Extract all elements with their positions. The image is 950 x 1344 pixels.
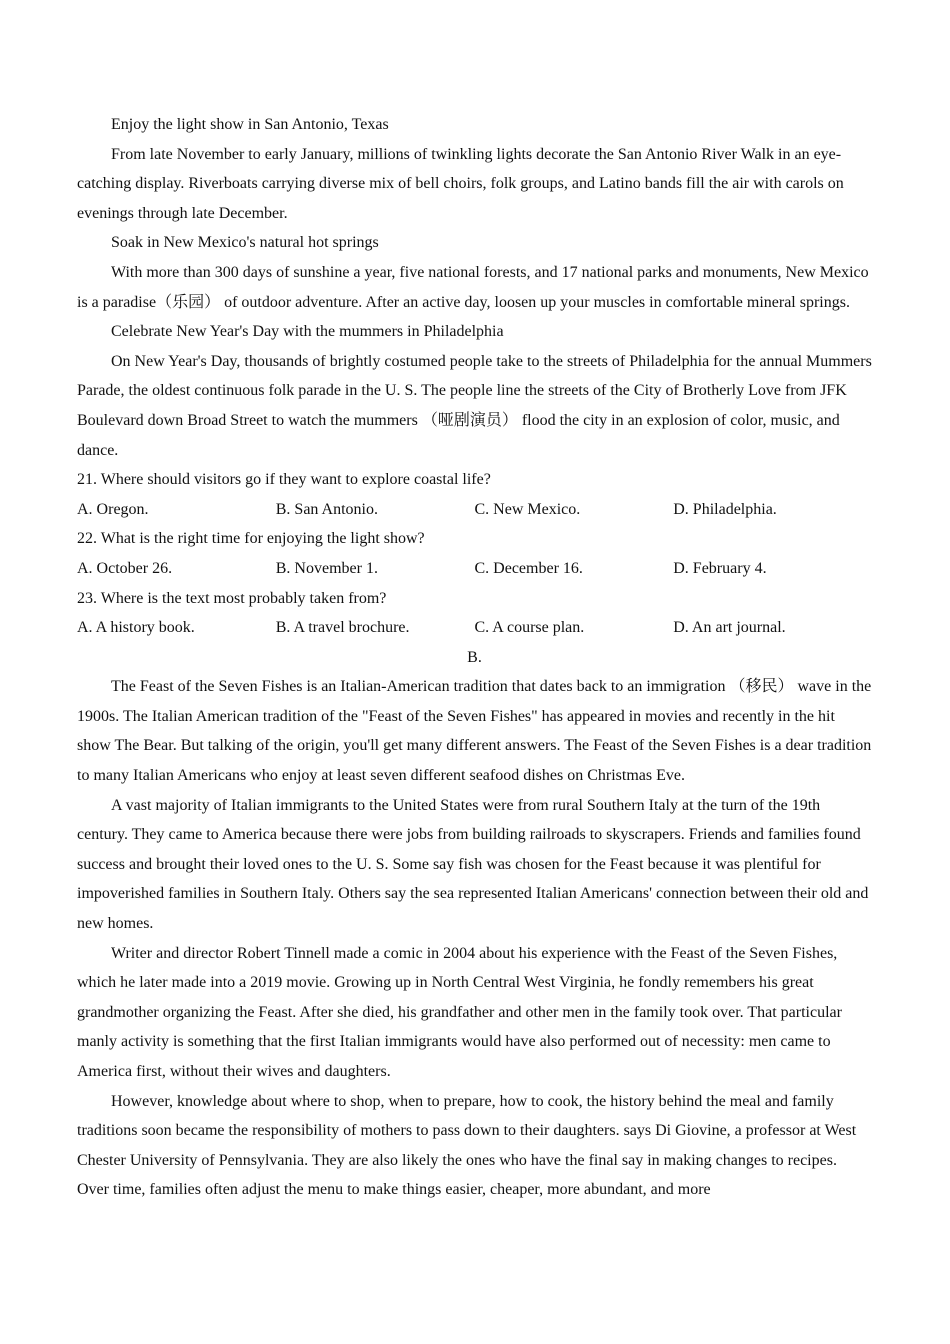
option-d: D. An art journal. — [673, 619, 786, 637]
question-22: 22. What is the right time for enjoying the light show? — [77, 530, 425, 548]
option-d: D. Philadelphia. — [673, 500, 777, 518]
question-22-options — [77, 554, 872, 584]
option-c: C. December 16. — [474, 559, 583, 577]
option-c: C. A course plan. — [474, 619, 585, 637]
paragraph: With more than 300 days of sunshine a year, five national forests, and 17 national parks and monuments, New Mexico is a paradise（乐园） of outdoor adventure. After an active day, loosen up your muscles in comfortable mineral springs. — [77, 263, 869, 311]
section-heading: Enjoy the light show in San Antonio, Texas — [111, 116, 389, 133]
section-heading: Celebrate New Year's Day with the mummers in Philadelphia — [111, 323, 504, 341]
paragraph: On New Year's Day, thousands of brightly costumed people take to the streets of Philadelphia for the annual Mummers Parade, the oldest continuous folk parade in the U. S. The people line the streets of the City of Brotherly Love from JFK Boulevard down Broad Street to watch the mummers （哑剧演员） flood the city in an explosion of color, music, and dance. — [77, 352, 872, 459]
section-heading: Soak in New Mexico's natural hot springs — [111, 234, 379, 252]
option-d: D. February 4. — [673, 559, 767, 577]
option-b: B. A travel brochure. — [275, 619, 410, 637]
question-21-options — [77, 495, 872, 525]
question-21: 21. Where should visitors go if they want to explore coastal life? — [77, 471, 491, 489]
paragraph: A vast majority of Italian immigrants to the United States were from rural Southern Italy at the turn of the 19th century. They came to America because there were jobs from building railroads to skyscrapers. Friends and families found success and brought their loved ones to the U. S. Some say fish was chosen for the Feast because it was plentiful for impoverished families in Southern Italy. Others say the sea represented Italian Americans' connection between their old and new homes. — [77, 796, 869, 933]
option-b: B. San Antonio. — [275, 500, 378, 518]
question-23-options — [77, 613, 872, 643]
option-a: A. October 26. — [77, 559, 173, 577]
paragraph: From late November to early January, millions of twinkling lights decorate the San Antonio River Walk in an eye-catching display. Riverboats carrying diverse mix of bell choirs, folk groups, and Latino bands fill the air with carols on evenings through late December. — [77, 145, 844, 222]
paragraph: Writer and director Robert Tinnell made a comic in 2004 about his experience with the Feast of the Seven Fishes, which he later made into a 2019 movie. Growing up in North Central West Virginia, he fondly remembers his great grandmother organizing the Feast. After she died, his grandfather and other men in the family took over. That particular manly activity is something that the first Italian immigrants would have also performed out of necessity: men came to America first, without their wives and daughters. — [77, 944, 842, 1080]
option-c: C. New Mexico. — [474, 500, 581, 518]
passage-b-heading: B. — [467, 648, 482, 666]
option-a: A. A history book. — [77, 619, 195, 637]
paragraph: However, knowledge about where to shop, when to prepare, how to cook, the history behind the meal and family traditions soon became the responsibility of mothers to pass down to their daughters. says Di Giovine, a professor at West Chester University of Pennsylvania. They are also likely the ones who have the final say in making changes to recipes. Over time, families often adjust the menu to make things easier, cheaper, more abundant, and more — [77, 1092, 857, 1199]
question-23: 23. Where is the text most probably taken from? — [77, 589, 387, 607]
option-a: A. Oregon. — [77, 500, 149, 518]
paragraph: The Feast of the Seven Fishes is an Italian-American tradition that dates back to an immigration （移民） wave in the 1900s. The Italian American tradition of the "Feast of the Seven Fishes" has appeared in movies and recently in the hit show The Bear. But talking of the origin, you'll get many different answers. The Feast of the Seven Fishes is a dear tradition to many Italian Americans who enjoy at least seven different seafood dishes on Christmas Eve. — [77, 678, 872, 785]
option-b: B. November 1. — [275, 559, 378, 577]
document-page — [77, 110, 872, 1205]
